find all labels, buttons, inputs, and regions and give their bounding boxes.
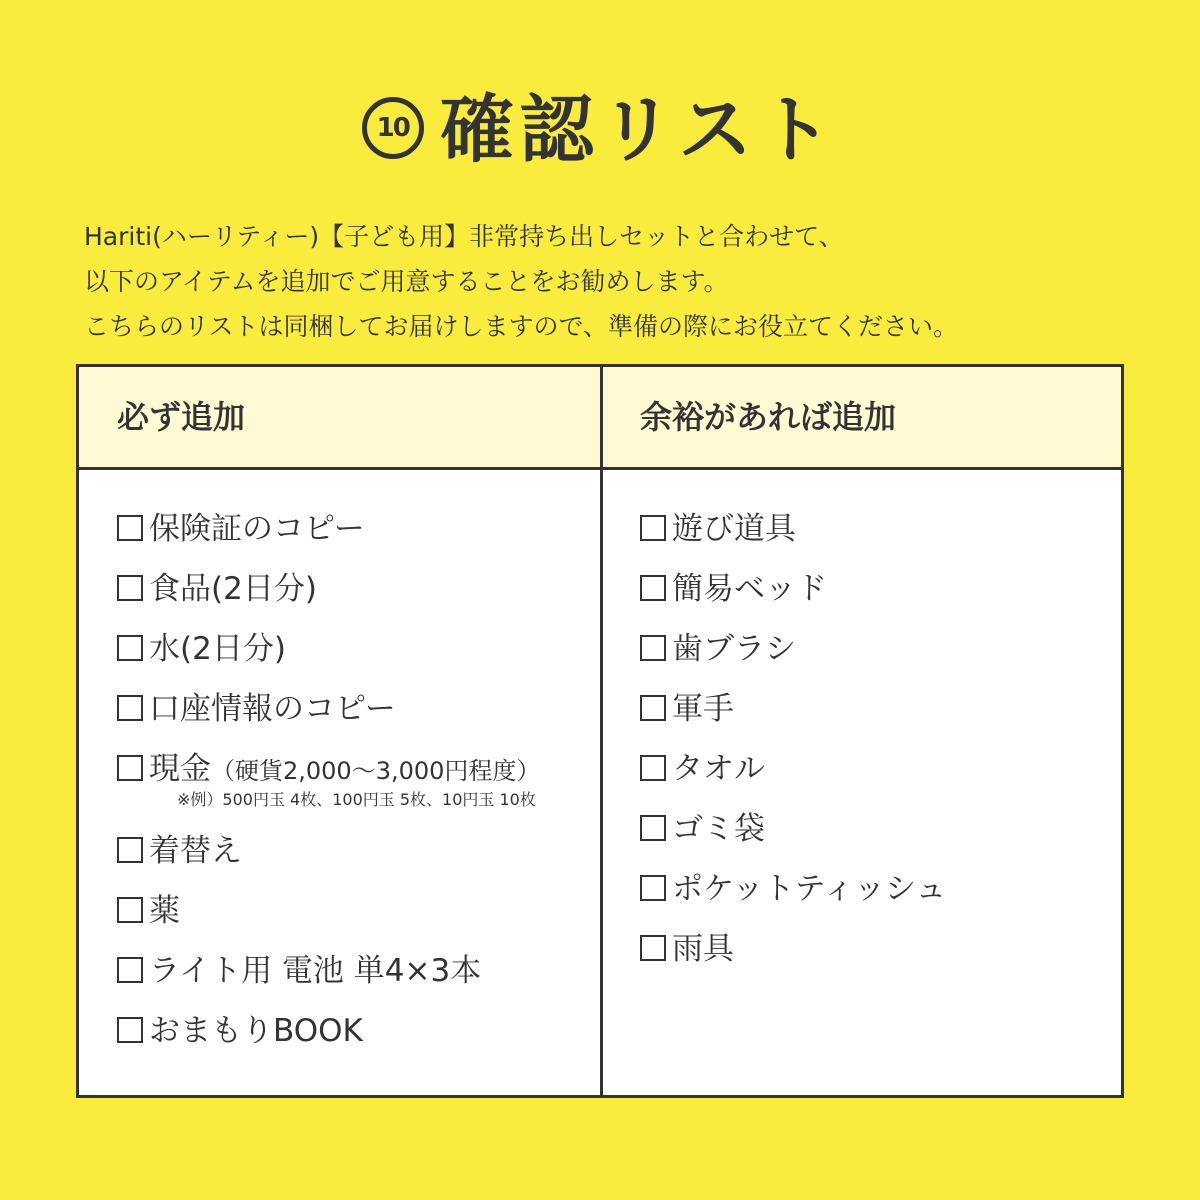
intro-line: Hariti(ハーリティー)【子ども用】非常持ち出しセットと合わせて、 xyxy=(84,222,844,251)
intro-line: 以下のアイテムを追加でご用意することをお勧めします。 xyxy=(84,267,729,296)
checklist-item: 口座情報のコピー xyxy=(117,679,540,739)
checkbox-icon[interactable] xyxy=(117,635,143,661)
checkbox-icon[interactable] xyxy=(117,755,143,781)
checkbox-icon[interactable] xyxy=(117,897,143,923)
checklist-item: タオル xyxy=(640,739,946,799)
checklist-item: 着替え xyxy=(117,821,540,881)
checklist-item: ポケットティッシュ xyxy=(640,859,946,919)
checklist-item: ゴミ袋 xyxy=(640,799,946,859)
checkbox-icon[interactable] xyxy=(117,575,143,601)
optional-column xyxy=(640,499,946,979)
header-optional: 余裕があれば追加 xyxy=(640,398,897,436)
intro-line: こちらのリストは同梱してお届けしますので、準備の際にお役立てください。 xyxy=(84,312,959,341)
checkbox-icon[interactable] xyxy=(117,515,143,541)
checklist-item: おまもりBOOK xyxy=(117,1001,540,1061)
checkbox-icon[interactable] xyxy=(640,515,666,541)
checkbox-icon[interactable] xyxy=(117,1017,143,1043)
checkbox-icon[interactable] xyxy=(640,935,666,961)
checklist-item: 水(2日分) xyxy=(117,619,540,679)
checkbox-icon[interactable] xyxy=(640,695,666,721)
checklist-item: ライト用 電池 単4×3本 xyxy=(117,941,540,1001)
checklist-table xyxy=(76,364,1124,1098)
checkbox-icon[interactable] xyxy=(117,837,143,863)
checklist-item: 軍手 xyxy=(640,679,946,739)
checkbox-icon[interactable] xyxy=(640,755,666,781)
checklist-item: 薬 xyxy=(117,881,540,941)
checkbox-icon[interactable] xyxy=(640,875,666,901)
checkbox-icon[interactable] xyxy=(117,695,143,721)
checkbox-icon[interactable] xyxy=(117,957,143,983)
required-column xyxy=(117,499,540,1061)
checklist-item: 簡易ベッド xyxy=(640,559,946,619)
checklist-item: 歯ブラシ xyxy=(640,619,946,679)
checklist-item: 雨具 xyxy=(640,919,946,979)
header-required: 必ず追加 xyxy=(117,398,246,436)
checkbox-icon[interactable] xyxy=(640,575,666,601)
title-text: 確認リスト xyxy=(439,87,839,173)
column-divider xyxy=(600,367,603,1095)
page-title xyxy=(0,80,1200,180)
circled-number: 10 xyxy=(362,97,424,159)
checkbox-icon[interactable] xyxy=(640,815,666,841)
checkbox-icon[interactable] xyxy=(640,635,666,661)
cash-detail: （硬貨2,000〜3,000円程度） xyxy=(211,757,541,785)
checklist-item: 保険証のコピー xyxy=(117,499,540,559)
cash-note: ※例）500円玉 4枚、100円玉 5枚、10円玉 10枚 xyxy=(177,790,536,809)
checklist-item: 遊び道具 xyxy=(640,499,946,559)
checklist-item: 現金（硬貨2,000〜3,000円程度） xyxy=(117,739,540,801)
checklist-item: 食品(2日分) xyxy=(117,559,540,619)
intro-text xyxy=(84,214,1164,349)
